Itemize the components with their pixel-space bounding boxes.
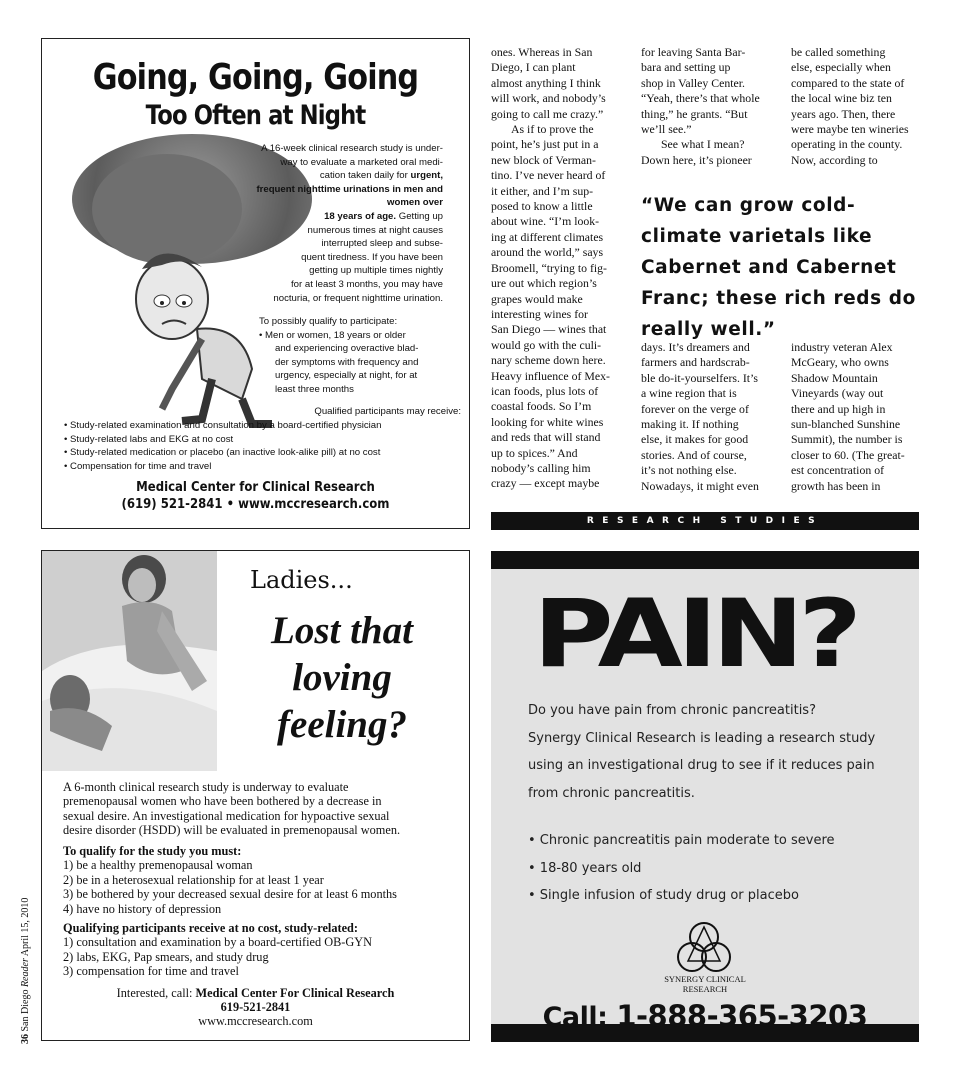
call-phone: Call: 1-888-365-3203 bbox=[542, 999, 868, 1033]
study-intro: Do you have pain from chronic pancreatitis? Synergy Clinical Research is leading a research study using an investigational drug to see if it reduces pain from chronic pancreatitis. bbox=[528, 703, 876, 801]
ad-kicker: Ladies... bbox=[250, 566, 353, 594]
study-intro: A 6-month clinical research study is underway to evaluate premenopausal women who have been bothered by a decrease in sexual desire. An investigational medication for hypoactive sexual desire disorder (HSDD) will be evaluated in premenopausal women. bbox=[63, 780, 401, 838]
pull-quote: “We can grow cold-climate varietals like Cabernet and Cabernet Franc; these rich reds do really well.” bbox=[641, 195, 916, 340]
section-bar-research-studies: RESEARCH STUDIES bbox=[491, 512, 919, 530]
ad-nighttime-urination-study bbox=[41, 38, 470, 529]
page-folio: 36 San Diego Reader April 15, 2010 bbox=[20, 897, 31, 1044]
ad-pancreatitis-study bbox=[491, 551, 919, 1042]
receive-list: Qualifying participants receive at no cost, study-related: 1) consultation and examination by a board-certified OB-GYN 2) labs, EKG, Pap smears, and study drug 3) compensation for time and travel bbox=[63, 921, 373, 979]
study-description: A 16-week clinical research study is under- way to evaluate a marketed oral medi- cation taken daily for urgent, frequent nighttime urinations in men and women over 18 years of age. Getting up numerous times at night causes interrupted sleep and subse- quent tiredness. If you have been getting up multiple times nightly for at least 3 months, you may have nocturia, or frequent nighttime urination. bbox=[256, 143, 443, 304]
call-line: Interested, call: Medical Center For Clinical Research bbox=[116, 986, 395, 1000]
receive-list: • Study-related examination and consultation by a board-certified physician • Study-related labs and EKG at no cost • Study-related medication or placebo (an inactive look-alike pill) at no cost • Compensation for time and travel bbox=[64, 420, 382, 472]
ad-headline: PAIN? bbox=[533, 580, 857, 689]
couple-photo bbox=[42, 551, 217, 771]
call-phone: 619-521-2841 bbox=[220, 1000, 291, 1014]
contact-name: Medical Center for Clinical Research bbox=[136, 480, 375, 495]
ad-subheadline: Too Often at Night bbox=[145, 100, 366, 131]
qualify-list: To qualify for the study you must: 1) be a healthy premenopausal woman 2) be in a heterosexual relationship for at least 1 year 3) be bothered by your decreased sexual desire for at least 6 months 4) have no history of depression bbox=[63, 844, 397, 916]
article-column-2-bottom: days. It’s dreamers and farmers and hardscrab- ble do-it-yourselfers. It’s a wine region that is forever on the verge of making it. If nothing else, it makes for good stories. And of course, it’s not nothing else. Nowadays, it might even bbox=[641, 340, 759, 493]
contact-phone-web: (619) 521-2841 • www.mccresearch.com bbox=[121, 497, 390, 512]
article-column-2-top: for leaving Santa Bar- bara and setting up shop in Valley Center. “Yeah, there’s that whole thing,” he grants. “But we’ll see.” See what I mean? Down here, it’s pioneer bbox=[641, 45, 760, 167]
article-column-1: ones. Whereas in San Diego, I can plant almost anything I think will work, and nobody’s going to call me crazy.” As if to prove the point, he’s just put in a new block of Verman- tino. I’ve never heard of it either, and I’m sup- posed to know a little about wine. “I’m look- ing at different climates around the world,” says Broomell, “trying to fig- ure out which region’s grapes would make interesting wines for San Diego — wines that would go with the culi- nary scheme down here. Heavy influence of Mex- ican foods, plus lots of coastal foods. So I’m looking for white wines and reds that will stand up to spices.” And nobody’s calling him crazy — except maybe bbox=[491, 45, 610, 491]
call-web: www.mccresearch.com bbox=[198, 1014, 313, 1028]
synergy-logo-text: SYNERGY CLINICAL RESEARCH bbox=[664, 974, 746, 994]
article-column-3-top: be called something else, especially when compared to the state of the local wine biz ten years ago. Then, there were maybe ten wineries operating in the county. Now, according to bbox=[791, 45, 909, 167]
ad-hsdd-study bbox=[41, 550, 470, 1041]
ad-headline: Lost that loving feeling? bbox=[271, 609, 413, 746]
ad-headline: Going, Going, Going bbox=[92, 57, 419, 98]
article-column-3-bottom: industry veteran Alex McGeary, who owns Shadow Mountain Vineyards (way out there and up high in sun-blanched Sunshine Summit), the number is closer to 60. (The great- est concentration of growth has been in bbox=[791, 340, 905, 493]
criteria-list: • Chronic pancreatitis pain moderate to severe • 18-80 years old • Single infusion of study drug or placebo bbox=[528, 833, 835, 903]
qualify-criteria: To possibly qualify to participate: • Men or women, 18 years or older and experiencing overactive blad- der symptoms with frequency and urgency, especially at night, for at least three months bbox=[259, 316, 419, 395]
receive-heading: Qualified participants may receive: bbox=[314, 406, 461, 417]
synergy-logo-icon bbox=[674, 919, 734, 977]
